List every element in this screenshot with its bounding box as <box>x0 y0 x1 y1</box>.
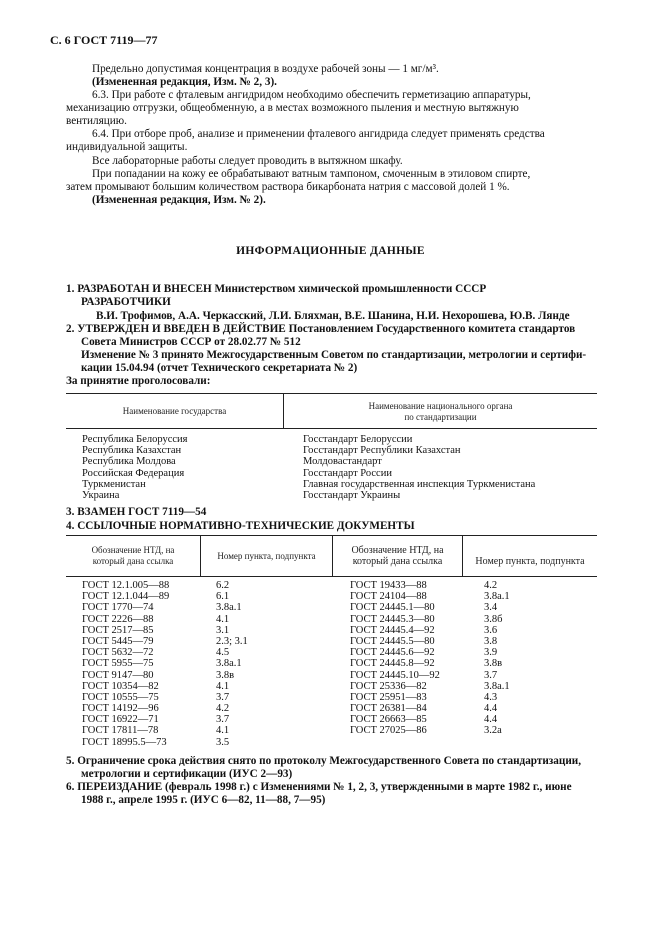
info-section-title: ИНФОРМАЦИОННЫЕ ДАННЫЕ <box>236 245 425 257</box>
ref-docs-right <box>350 580 440 737</box>
paragraph-skin-contact: При попадании на кожу ее обрабатывают ватным тампоном, смоченным в этиловом спирте, <box>92 168 531 180</box>
list-item: Туркменистан <box>82 478 146 490</box>
table-cell: 3.7 <box>216 691 230 703</box>
table-cell: 3.8а.1 <box>484 680 510 692</box>
info-item-6-cont: 1988 г., апреле 1995 г. (ИУС 6—82, 11—88, 7—95) <box>81 794 326 806</box>
table-row: ГОСТ 1770—74 <box>82 602 154 614</box>
vote-table-header-body: Наименование национального органа по стандартизации <box>368 401 513 422</box>
info-item-6: 6. ПЕРЕИЗДАНИЕ (февраль 1998 г.) с Изменениями № 1, 2, 3, утвержденными в марте 1982 г., июне <box>66 781 572 793</box>
table-cell: 3.4 <box>484 602 498 614</box>
paragraph-6-3: 6.3. При работе с фталевым ангидридом необходимо обеспечить герметизацию аппаратуры, <box>92 89 531 101</box>
table-cell: 3.8а.1 <box>216 658 242 670</box>
table-cell: 4.2 <box>216 703 230 715</box>
table-cell: 2.3; 3.1 <box>216 635 248 647</box>
table-cell: 4.3 <box>484 691 498 703</box>
table-row: ГОСТ 12.1.005—88 <box>82 580 170 591</box>
edition-note: (Измененная редакция, Изм. № 2). <box>92 194 266 206</box>
table-cell: 3.5 <box>216 736 230 748</box>
table-row: ГОСТ 5955—75 <box>82 658 154 670</box>
table-row: ГОСТ 19433—88 <box>350 580 427 591</box>
table-cell: 3.8а.1 <box>484 591 510 603</box>
table-row: ГОСТ 26663—85 <box>350 714 427 726</box>
table-cell: 3.7 <box>484 669 498 681</box>
change-3-note-cont: кации 15.04.94 (отчет Технического секретариата № 2) <box>81 362 358 374</box>
paragraph-6-4-cont: индивидуальной защиты. <box>66 141 188 153</box>
table-row: ГОСТ 5445—79 <box>82 635 154 647</box>
list-item: Республика Казахстан <box>82 445 182 457</box>
ref-header-doc-2: Обозначение НТД, на который дана ссылка <box>351 545 444 567</box>
list-item: Молдовастандарт <box>303 456 382 468</box>
list-item: Госстандарт Украины <box>303 489 401 501</box>
table-row: ГОСТ 24445.10—92 <box>350 669 440 681</box>
change-3-note: Изменение № 3 принято Межгосударственным Советом по стандартизации, метрологии и сертифи- <box>81 349 587 361</box>
table-row: ГОСТ 2226—88 <box>82 613 154 625</box>
vote-label: За принятие проголосовали: <box>66 375 211 387</box>
table-cell: 4.1 <box>216 725 230 737</box>
page-header: С. 6 ГОСТ 7119—77 <box>50 33 158 47</box>
paragraph-lab-work: Все лабораторные работы следует проводить в вытяжном шкафу. <box>92 155 403 167</box>
table-cell: 6.2 <box>216 580 230 591</box>
list-item: Главная государственная инспекция Туркменистана <box>303 478 536 490</box>
list-item: Украина <box>82 489 120 501</box>
table-row: ГОСТ 10555—75 <box>82 691 159 703</box>
table-cell: 3.9 <box>484 647 498 659</box>
ref-header-item-2: Номер пункта, подпункта <box>475 556 585 567</box>
list-item: Госстандарт Белоруссии <box>303 434 413 445</box>
paragraph-concentration: Предельно допустимая концентрация в воздухе рабочей зоны — 1 мг/м³. <box>92 63 439 75</box>
table-row: ГОСТ 2517—85 <box>82 624 154 636</box>
table-row: ГОСТ 9147—80 <box>82 669 154 681</box>
paragraph-6-4: 6.4. При отборе проб, анализе и применении фталевого ангидрида следует применять средства <box>92 128 545 140</box>
table-row: ГОСТ 14192—96 <box>82 703 159 715</box>
developers-label: РАЗРАБОТЧИКИ <box>81 296 171 308</box>
table-cell: 4.4 <box>484 703 498 715</box>
ref-docs-left <box>82 580 169 748</box>
paragraph-skin-contact-cont: затем промывают большим количеством раствора бикарбоната натрия с массовой долей 1 %. <box>66 181 510 193</box>
table-row: ГОСТ 26381—84 <box>350 703 427 715</box>
table-row: ГОСТ 16922—71 <box>82 714 159 726</box>
edition-note: (Измененная редакция, Изм. № 2, 3). <box>92 76 277 88</box>
table-row: ГОСТ 5632—72 <box>82 647 154 659</box>
table-cell: 4.5 <box>216 647 230 659</box>
table-row: ГОСТ 25336—82 <box>350 680 427 692</box>
table-row: ГОСТ 24445.3—80 <box>350 613 435 625</box>
table-row: ГОСТ 27025—86 <box>350 725 427 737</box>
list-item: Республика Молдова <box>82 456 176 468</box>
table-cell: 3.8б <box>484 613 503 625</box>
table-cell: 4.4 <box>484 714 498 726</box>
info-item-4: 4. ССЫЛОЧНЫЕ НОРМАТИВНО-ТЕХНИЧЕСКИЕ ДОКУМЕНТЫ <box>66 520 415 532</box>
vote-bodies-column <box>303 434 535 501</box>
info-item-2: 2. УТВЕРЖДЕН И ВВЕДЕН В ДЕЙСТВИЕ Постановлением Государственного комитета стандартов <box>66 323 576 335</box>
list-item: Госстандарт Республики Казахстан <box>303 445 461 457</box>
table-cell: 3.8в <box>484 658 503 670</box>
ref-header-item: Номер пункта, подпункта <box>217 551 316 561</box>
table-cell: 4.1 <box>216 613 230 625</box>
table-row: ГОСТ 24445.8—92 <box>350 658 435 670</box>
ref-items-left <box>216 580 248 748</box>
list-item: Республика Белоруссия <box>82 434 188 445</box>
table-row: ГОСТ 24445.6—92 <box>350 647 435 659</box>
table-cell: 6.1 <box>216 591 230 603</box>
table-cell: 4.1 <box>216 680 230 692</box>
table-row: ГОСТ 12.1.044—89 <box>82 591 170 603</box>
table-cell: 3.8а.1 <box>216 602 242 614</box>
ref-header-doc: Обозначение НТД, на который дана ссылка <box>91 545 175 566</box>
table-cell: 4.2 <box>484 580 498 591</box>
table-row: ГОСТ 24445.4—92 <box>350 624 435 636</box>
info-item-5-cont: метрологии и сертификации (ИУС 2—93) <box>81 768 293 780</box>
vote-table-header-state: Наименование государства <box>122 406 227 416</box>
developers-list: В.И. Трофимов, А.А. Черкасский, Л.И. Бляхман, В.Е. Шанина, Н.И. Нехорошева, Ю.В. Лянде <box>96 310 570 322</box>
table-row: ГОСТ 24445.5—80 <box>350 635 435 647</box>
table-row: ГОСТ 18995.5—73 <box>82 736 167 748</box>
table-cell: 3.6 <box>484 624 498 636</box>
table-cell: 3.2а <box>484 725 502 737</box>
paragraph-6-3-cont: вентиляцию. <box>66 115 127 127</box>
paragraph-6-3-cont: механизацию отгрузки, общеобменную, а в местах возможного пыления и местную вытяжную <box>66 102 519 114</box>
table-cell: 3.7 <box>216 714 230 726</box>
table-row: ГОСТ 10354—82 <box>82 680 159 692</box>
list-item: Российская Федерация <box>82 467 185 479</box>
table-row: ГОСТ 25951—83 <box>350 691 427 703</box>
vote-states-column <box>82 434 188 501</box>
table-cell: 3.1 <box>216 624 230 636</box>
table-cell: 3.8в <box>216 669 235 681</box>
table-row: ГОСТ 24104—88 <box>350 591 427 603</box>
table-cell: 3.8 <box>484 635 498 647</box>
table-row: ГОСТ 17811—78 <box>82 725 159 737</box>
list-item: Госстандарт России <box>303 467 392 479</box>
info-item-3: 3. ВЗАМЕН ГОСТ 7119—54 <box>66 506 207 518</box>
info-item-5: 5. Ограничение срока действия снято по протоколу Межгосударственного Совета по стандартизации, <box>66 755 582 767</box>
ref-items-right <box>484 580 510 737</box>
info-item-1: 1. РАЗРАБОТАН И ВНЕСЕН Министерством химической промышленности СССР <box>66 283 487 295</box>
table-row: ГОСТ 24445.1—80 <box>350 602 435 614</box>
info-item-2-cont: Совета Министров СССР от 28.02.77 № 512 <box>81 336 301 348</box>
